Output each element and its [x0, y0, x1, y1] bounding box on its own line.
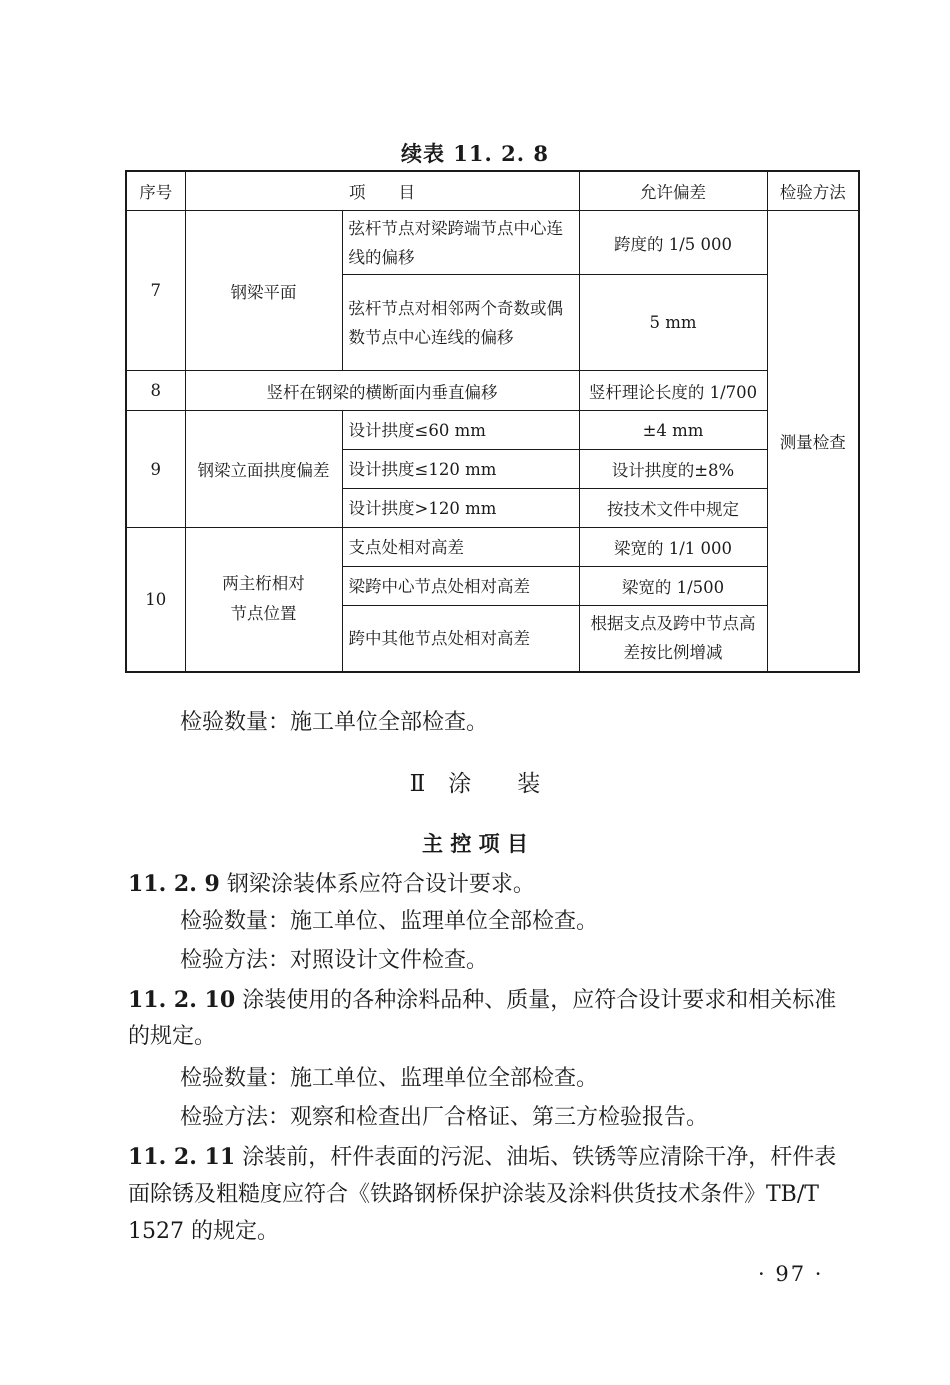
- row8-tol: 竖杆理论长度的 1/700: [579, 371, 767, 411]
- row10-category-line1: 两主桁相对: [222, 574, 305, 594]
- row7-sub2: 弦杆节点对相邻两个奇数或偶数节点中心连线的偏移: [342, 275, 579, 371]
- row9-tol3: 按技术文件中规定: [579, 489, 767, 528]
- row9-sub1: 设计拱度≤60 mm: [342, 411, 579, 450]
- row8-item: 竖杆在钢梁的横断面内垂直偏移: [185, 371, 579, 411]
- clause-11-2-11: [128, 1139, 858, 1250]
- row10-category: [185, 528, 342, 672]
- page-number: · 97 ·: [758, 1262, 824, 1286]
- clause-number: 11. 2. 11: [128, 1144, 236, 1170]
- table-row: [126, 528, 859, 567]
- clause-10-qty: 检验数量：施工单位、监理单位全部检查。: [180, 1066, 599, 1091]
- header-tolerance: 允许偏差: [579, 171, 767, 211]
- row10-category-line2: 节点位置: [230, 604, 297, 624]
- row10-tol2: 梁宽的 1/500: [579, 567, 767, 606]
- row7-category: 钢梁平面: [185, 211, 342, 371]
- row7-tol2: 5 mm: [579, 275, 767, 371]
- row7-sub1: 弦杆节点对梁跨端节点中心连线的偏移: [342, 211, 579, 275]
- row10-tol1: 梁宽的 1/1 000: [579, 528, 767, 567]
- clause-text: 钢梁涂装体系应符合设计要求。: [226, 872, 535, 897]
- clause-9-qty: 检验数量：施工单位、监理单位全部检查。: [180, 909, 599, 934]
- row9-tol2: 设计拱度的±8%: [579, 450, 767, 489]
- clause-text: 涂装前，杆件表面的污泥、油垢、铁锈等应清除干净，杆件表面除锈及粗糙度应符合《铁路钢桥保护涂装及涂料供货技术条件》TB/T 1527 的规定。: [128, 1145, 837, 1244]
- clause-10-method: 检验方法：观察和检查出厂合格证、第三方检验报告。: [180, 1105, 709, 1130]
- table-header-row: [126, 171, 859, 211]
- table-row: [126, 211, 859, 275]
- row9-sub2: 设计拱度≤120 mm: [342, 450, 579, 489]
- clause-number: 11. 2. 10: [128, 987, 236, 1013]
- row7-tol1: 跨度的 1/5 000: [579, 211, 767, 275]
- clause-number: 11. 2. 9: [128, 871, 220, 897]
- header-method: 检验方法: [767, 171, 859, 211]
- row9-sub3: 设计拱度>120 mm: [342, 489, 579, 528]
- row10-tol3: 根据支点及跨中节点高差按比例增减: [579, 606, 767, 672]
- header-no: 序号: [126, 171, 185, 211]
- inspect-qty-table: 检验数量：施工单位全部检查。: [180, 710, 489, 735]
- header-item: 项 目: [185, 171, 579, 211]
- row9-category: 钢梁立面拱度偏差: [185, 411, 342, 528]
- clause-11-2-9: [128, 866, 858, 903]
- clause-text: 涂装使用的各种涂料品种、质量，应符合设计要求和相关标准的规定。: [128, 988, 837, 1049]
- row10-sub1: 支点处相对高差: [342, 528, 579, 567]
- row10-sub2: 梁跨中心节点处相对高差: [342, 567, 579, 606]
- inspection-table: [125, 170, 860, 673]
- row10-no: 10: [126, 528, 185, 672]
- clause-11-2-10: [128, 982, 858, 1055]
- table-row: [126, 411, 859, 450]
- section-title: Ⅱ 涂 装: [409, 771, 541, 797]
- row9-tol1: ±4 mm: [579, 411, 767, 450]
- row9-no: 9: [126, 411, 185, 528]
- row10-sub3: 跨中其他节点处相对高差: [342, 606, 579, 672]
- table-row: [126, 371, 859, 411]
- row7-no: 7: [126, 211, 185, 371]
- table-caption: 续表 11. 2. 8: [400, 141, 549, 166]
- row8-no: 8: [126, 371, 185, 411]
- subsection-title: 主 控 项 目: [422, 831, 528, 856]
- method-cell: 测量检查: [767, 211, 859, 672]
- clause-9-method: 检验方法：对照设计文件检查。: [180, 948, 489, 973]
